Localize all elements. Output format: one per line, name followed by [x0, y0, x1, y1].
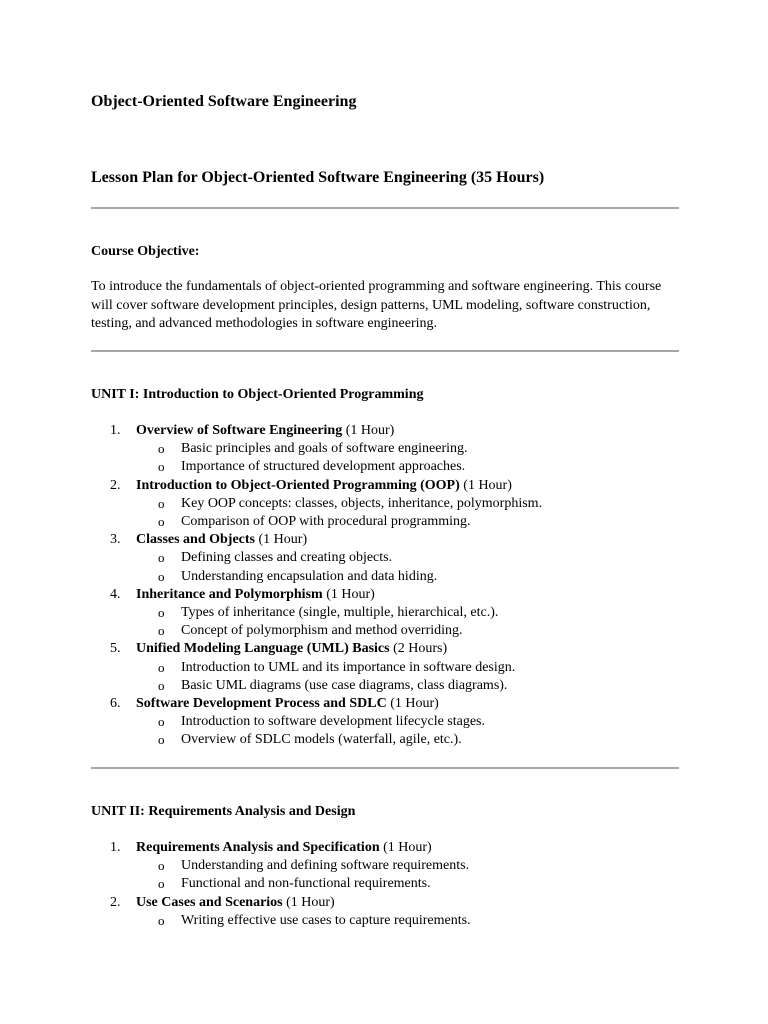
topic-hours: (2 Hours) — [389, 641, 448, 657]
topic-item — [91, 531, 542, 586]
subtopic-text: Functional and non-functional requirements. — [181, 876, 431, 892]
horizontal-rule — [91, 207, 679, 209]
topic-item — [91, 586, 542, 641]
subtopic-text: Concept of polymorphism and method overriding. — [181, 623, 463, 639]
subtopic-item — [136, 731, 542, 749]
subtopic-item — [136, 549, 542, 567]
subtopic-text: Importance of structured development approaches. — [181, 459, 466, 475]
subtopic-item — [136, 875, 471, 893]
topic-number: 1. — [110, 423, 121, 438]
horizontal-rule — [91, 767, 679, 769]
subtopic-list — [136, 440, 542, 476]
topic-title: Requirements Analysis and Specification — [136, 840, 380, 855]
topic-hours: (1 Hour) — [459, 477, 512, 493]
subtopic-text: Understanding and defining software requirements. — [181, 858, 470, 874]
bullet-icon: o — [158, 677, 165, 693]
subtopic-list — [136, 549, 542, 585]
subtopic-item — [136, 440, 542, 458]
lesson-plan-title: Lesson Plan for Object-Oriented Software Engineering (35 Hours) — [91, 169, 545, 186]
subtopic-list — [136, 604, 542, 640]
subtopic-item — [136, 568, 542, 586]
topic-title: Inheritance and Polymorphism — [136, 586, 323, 602]
topic-number: 5. — [110, 641, 121, 657]
topic-item — [91, 894, 471, 930]
bullet-icon: o — [158, 605, 165, 621]
bullet-icon: o — [158, 623, 165, 639]
bullet-icon: o — [158, 858, 165, 874]
subtopic-text: Key OOP concepts: classes, objects, inheritance, polymorphism. — [181, 495, 543, 511]
bullet-icon: o — [158, 912, 165, 928]
subtopic-list — [136, 713, 542, 749]
bullet-icon: o — [158, 659, 165, 675]
course-objective-heading: Course Objective: — [91, 244, 200, 259]
topic-hours: (1 Hour) — [255, 532, 308, 548]
subtopic-item — [136, 513, 542, 531]
subtopic-item — [136, 604, 542, 622]
subtopic-list — [136, 912, 471, 930]
subtopic-item — [136, 713, 542, 731]
topic-number: 1. — [110, 840, 121, 855]
subtopic-item — [136, 659, 542, 677]
subtopic-text: Basic UML diagrams (use case diagrams, class diagrams). — [181, 677, 508, 693]
subtopic-list — [136, 495, 542, 531]
topic-number: 2. — [110, 894, 121, 910]
topic-item — [91, 422, 542, 477]
unit-heading: UNIT II: Requirements Analysis and Design — [91, 804, 356, 819]
subtopic-item — [136, 458, 542, 476]
topic-title: Use Cases and Scenarios — [136, 894, 283, 910]
bullet-icon: o — [158, 876, 165, 892]
bullet-icon: o — [158, 441, 165, 457]
subtopic-text: Introduction to UML and its importance in software design. — [181, 659, 516, 675]
subtopic-list — [136, 857, 471, 893]
subtopic-item — [136, 622, 542, 640]
bullet-icon: o — [158, 714, 165, 730]
topic-hours: (1 Hour) — [386, 696, 439, 712]
subtopic-item — [136, 677, 542, 695]
subtopic-text: Introduction to software development lifecycle stages. — [181, 714, 486, 730]
topic-title: Overview of Software Engineering — [136, 423, 343, 438]
course-objective-text: To introduce the fundamentals of object-oriented programming and software engineering. This course will cover software development principles, design patterns, UML modeling, software construction, testing, and advanced methodologies in software engineering. — [91, 279, 662, 331]
topic-hours: (1 Hour) — [342, 423, 395, 438]
horizontal-rule — [91, 350, 679, 352]
subtopic-list — [136, 659, 542, 695]
bullet-icon: o — [158, 495, 165, 511]
topic-title: Classes and Objects — [136, 532, 256, 548]
topic-item — [91, 477, 542, 532]
topic-number: 3. — [110, 532, 121, 548]
topic-title: Software Development Process and SDLC — [136, 696, 387, 712]
document-title: Object-Oriented Software Engineering — [91, 93, 357, 110]
topic-number: 6. — [110, 696, 121, 712]
bullet-icon: o — [158, 568, 165, 584]
topic-title: Unified Modeling Language (UML) Basics — [136, 641, 390, 657]
unit-heading: UNIT I: Introduction to Object-Oriented Programming — [91, 387, 424, 402]
topic-item — [91, 839, 471, 894]
subtopic-item — [136, 912, 471, 930]
topic-hours: (1 Hour) — [379, 840, 432, 855]
bullet-icon: o — [158, 550, 165, 566]
subtopic-text: Basic principles and goals of software engineering. — [181, 441, 468, 457]
subtopic-text: Types of inheritance (single, multiple, hierarchical, etc.). — [181, 605, 499, 621]
topic-hours: (1 Hour) — [322, 586, 375, 602]
unit-topic-list — [91, 422, 542, 750]
subtopic-text: Overview of SDLC models (waterfall, agile, etc.). — [181, 732, 462, 748]
topic-item — [91, 640, 542, 695]
bullet-icon: o — [158, 514, 165, 530]
subtopic-item — [136, 495, 542, 513]
unit-topic-list — [91, 839, 471, 930]
subtopic-text: Writing effective use cases to capture requirements. — [181, 912, 471, 928]
topic-number: 2. — [110, 477, 121, 493]
topic-item — [91, 695, 542, 750]
subtopic-item — [136, 857, 471, 875]
bullet-icon: o — [158, 732, 165, 748]
subtopic-text: Understanding encapsulation and data hiding. — [181, 568, 438, 584]
topic-number: 4. — [110, 586, 121, 602]
topic-hours: (1 Hour) — [282, 894, 335, 910]
subtopic-text: Defining classes and creating objects. — [181, 550, 393, 566]
bullet-icon: o — [158, 459, 165, 475]
topic-title: Introduction to Object-Oriented Programming (OOP) — [136, 477, 460, 493]
subtopic-text: Comparison of OOP with procedural programming. — [181, 514, 471, 530]
